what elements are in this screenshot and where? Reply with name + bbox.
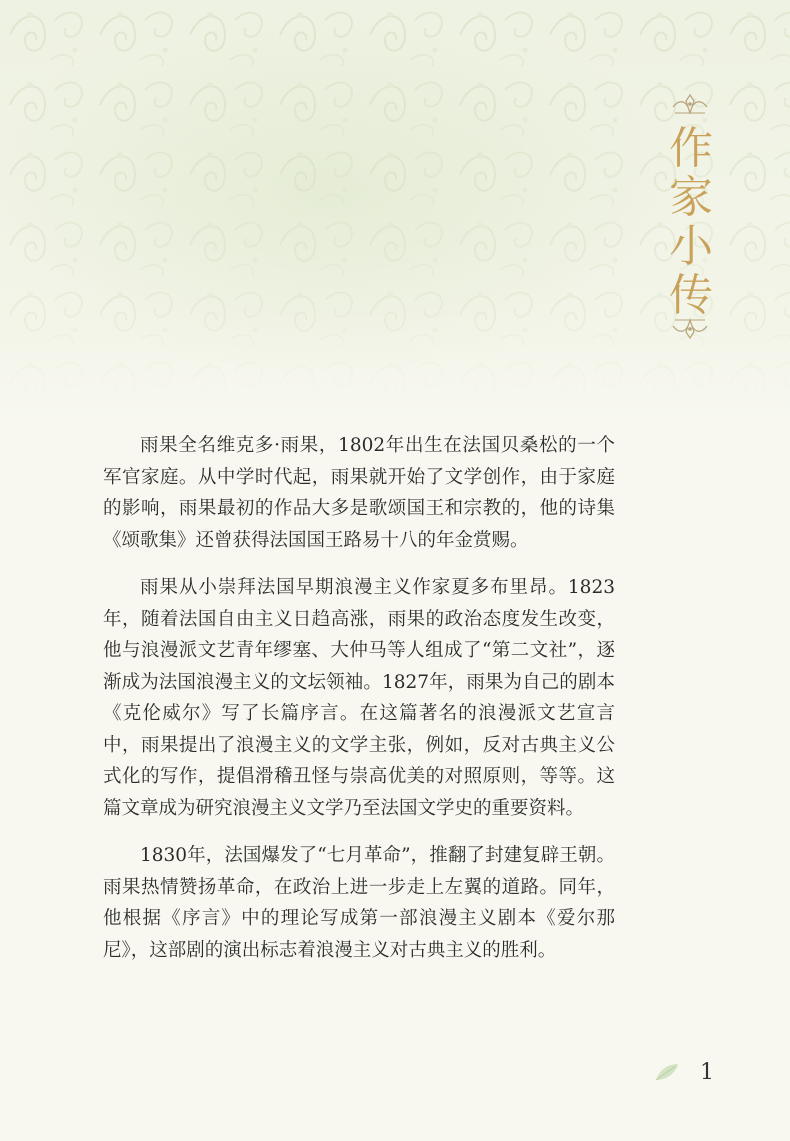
section-title — [666, 124, 716, 320]
paragraph-2: 雨果从小崇拜法国早期浪漫主义作家夏多布里昂。1823年，随着法国自由主义日趋高涨，雨果的政治态度发生改变，他与浪漫派文艺青年缪塞、大仲马等人组成了“第二文社”，逐渐成为法国浪漫主义的文坛领袖。1827年，雨果为自己的剧本《克伦威尔》写了长篇序言。在这篇著名的浪漫派文艺宣言中，雨果提出了浪漫主义的文学主张，例如，反对古典主义公式化的写作，提倡滑稽丑怪与崇高优美的对照原则，等等。这篇文章成为研究浪漫主义文学乃至法国文学史的重要资料。 — [103, 577, 615, 819]
leaf-icon — [652, 1060, 682, 1084]
title-ornament-top — [671, 93, 709, 115]
section-title-text: 作 家 小 传 — [669, 123, 713, 321]
body-text — [103, 430, 615, 982]
paragraph-1: 雨果全名维克多·雨果，1802年出生在法国贝桑松的一个军官家庭。从中学时代起，雨果就开始了文学创作，由于家庭的影响，雨果最初的作品大多是歌颂国王和宗教的，他的诗集《颂歌集》还曾获得法国国王路易十八的年金赏赐。 — [103, 435, 615, 551]
paragraph-3: 1830年，法国爆发了“七月革命”，推翻了封建复辟王朝。雨果热情赞扬革命，在政治上进一步走上左翼的道路。同年，他根据《序言》中的理论写成第一部浪漫主义剧本《爱尔那尼》，这部剧的演出标志着浪漫主义对古典主义的胜利。 — [103, 845, 615, 961]
title-ornament-bottom — [671, 318, 709, 340]
page-number: 1 — [700, 1060, 714, 1085]
